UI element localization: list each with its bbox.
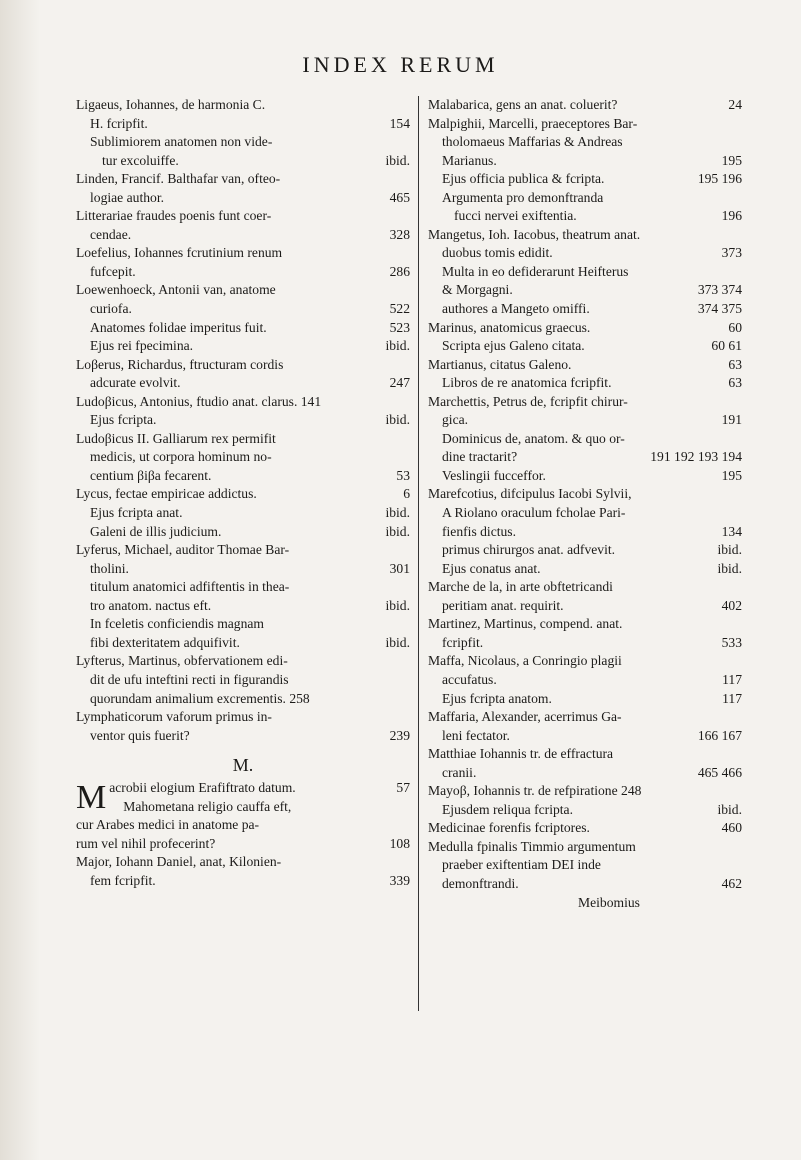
entry-text: Galeni de illis judicium. <box>90 523 222 539</box>
entry-page-number: 134 <box>721 523 742 539</box>
index-entry-line <box>428 393 742 412</box>
index-entry-line <box>428 115 742 134</box>
entry-text: leni fectator. <box>442 727 510 743</box>
entry-text: Marchettis, Petrus de, fcripfit chirur- <box>428 393 628 409</box>
entry-page-number: 373 374 <box>697 282 742 298</box>
entry-text: dit de ufu inteftini recti in figurandis <box>90 671 289 687</box>
entry-text: Linden, Francif. Balthafar van, ofteo- <box>76 171 281 187</box>
entry-text: demonftrandi. <box>442 875 519 891</box>
entry-text: Marianus. <box>442 152 497 168</box>
entry-text: Lycus, fectae empiricae addictus. <box>76 486 257 502</box>
index-entry-line <box>76 634 410 653</box>
index-entry-line <box>428 411 742 430</box>
entry-text: Malpighii, Marcelli, praeceptores Bar- <box>428 115 638 131</box>
index-entry-line <box>76 690 410 709</box>
index-entry-line <box>76 300 410 319</box>
entry-page-number: ibid. <box>385 152 410 168</box>
entry-text: Loβerus, Richardus, ftructuram cordis <box>76 356 284 372</box>
index-entry-line <box>428 615 742 634</box>
entry-page-number: ibid. <box>385 412 410 428</box>
entry-page-number: 465 <box>389 189 410 205</box>
index-entry-line <box>76 263 410 282</box>
index-entry-line <box>76 356 410 375</box>
index-entry-line <box>428 838 742 857</box>
entry-text: Martianus, citatus Galeno. <box>428 356 572 372</box>
entry-page-number: 374 375 <box>697 301 742 317</box>
entry-text: Ejus rei fpecimina. <box>90 338 194 354</box>
entry-page-number: 57 <box>396 780 410 796</box>
entry-page-number: 373 <box>721 245 742 261</box>
entry-text: tholini. <box>90 560 129 576</box>
index-entry-line <box>428 634 742 653</box>
entry-page-number: 63 <box>728 375 742 391</box>
index-entry-line <box>76 411 410 430</box>
entry-text: Veslingii fucceffor. <box>442 467 546 483</box>
entry-text: Medulla fpinalis Timmio argumentum <box>428 838 636 854</box>
entry-text: In fceletis conficiendis magnam <box>90 616 265 632</box>
entry-text: Marche de la, in arte obftetricandi <box>428 579 613 595</box>
index-entry-line <box>428 430 742 449</box>
entry-text: fem fcripfit. <box>90 872 156 888</box>
entry-text: cur Arabes medici in anatome pa- <box>76 817 260 833</box>
entry-text: fucci nervei exiftentia. <box>454 208 577 224</box>
entry-page-number: 460 <box>721 820 742 836</box>
entry-text: Ejusdem reliqua fcripta. <box>442 801 573 817</box>
index-entry-line <box>428 226 742 245</box>
entry-page-number: 522 <box>389 301 410 317</box>
index-entry-line <box>428 467 742 486</box>
index-entry-line <box>428 560 742 579</box>
index-entry-line <box>428 263 742 282</box>
entry-text: titulum anatomici adfiftentis in thea- <box>90 579 290 595</box>
entry-text: fibi dexteritatem adquifivit. <box>90 634 240 650</box>
index-entry-line <box>76 615 410 634</box>
entry-page-number: 24 <box>728 97 742 112</box>
entry-page-number: 247 <box>389 375 410 391</box>
index-entry-line <box>428 96 742 115</box>
index-entry-line <box>76 393 410 412</box>
index-entry-line <box>76 485 410 504</box>
entry-page-number: ibid. <box>717 560 742 576</box>
entry-page-number: 195 <box>721 152 742 168</box>
entry-page-number: ibid. <box>385 338 410 354</box>
index-entry-line <box>428 764 742 783</box>
entry-page-number: ibid. <box>385 505 410 521</box>
entry-text: Ejus conatus anat. <box>442 560 541 576</box>
entry-text: authores a Mangeto omiffi. <box>442 301 590 317</box>
index-entry-line <box>76 430 410 449</box>
index-entry-line <box>428 319 742 338</box>
right-column <box>428 96 742 912</box>
entry-text: duobus tomis edidit. <box>442 245 553 261</box>
entry-text: Multa in eo defiderarunt Heifterus <box>442 263 629 279</box>
entry-text: tholomaeus Maffarias & Andreas <box>442 134 623 150</box>
index-entry-line <box>76 597 410 616</box>
index-entry-line <box>428 170 742 189</box>
entry-text: centium βiβa fecarent. <box>90 467 212 483</box>
entry-text: Anatomes folidae imperitus fuit. <box>90 319 267 335</box>
entry-text: Litterariae fraudes poenis funt coer- <box>76 208 272 224</box>
entry-text: fufcepit. <box>90 263 136 279</box>
index-entry-line <box>428 856 742 875</box>
entry-page-number: 239 <box>389 727 410 743</box>
index-entry-line <box>76 281 410 300</box>
entry-page-number: 191 192 193 194 <box>650 449 742 465</box>
index-entry-line <box>76 541 410 560</box>
section-letter-heading: M. <box>232 755 254 776</box>
index-entry-line <box>428 671 742 690</box>
entry-text: tur excoluiffe. <box>102 152 179 168</box>
index-entry-line <box>428 541 742 560</box>
index-entry-line <box>76 467 410 486</box>
entry-text: Meibomius <box>578 894 640 910</box>
entry-text: rum vel nihil profecerint? <box>76 835 216 851</box>
entry-text: curiofa. <box>90 301 132 317</box>
entry-page-number: ibid. <box>385 523 410 539</box>
entry-page-number: 117 <box>722 671 742 687</box>
index-entry-line <box>76 115 410 134</box>
entry-text: Ejus fcripta anat. <box>90 505 183 521</box>
index-entry-line <box>428 727 742 746</box>
entry-text: primus chirurgos anat. adfvevit. <box>442 542 616 558</box>
index-entry-line <box>428 356 742 375</box>
entry-page-number: 195 <box>721 467 742 483</box>
entry-page-number: 166 167 <box>697 727 742 743</box>
entry-page-number: 196 <box>721 208 742 224</box>
index-entry-line <box>76 337 410 356</box>
entry-page-number: 462 <box>721 875 742 891</box>
entry-page-number: 301 <box>389 560 410 576</box>
index-entry-line <box>428 504 742 523</box>
entry-text: medicis, ut corpora hominum no- <box>90 449 272 465</box>
index-entry-line <box>428 448 742 467</box>
entry-text: Malabarica, gens an anat. coluerit? <box>428 97 618 112</box>
entry-text: Argumenta pro demonftranda <box>442 189 604 205</box>
index-entry-line <box>76 226 410 245</box>
entry-text: gica. <box>442 412 469 428</box>
index-entry-line <box>428 597 742 616</box>
index-entry-line <box>428 782 742 801</box>
index-entry-line <box>428 189 742 208</box>
entry-page-number: ibid. <box>385 634 410 650</box>
entry-text: acrobii elogium Erafiftrato datum. <box>109 780 296 796</box>
index-entry-line <box>428 281 742 300</box>
index-entry-line <box>428 894 742 913</box>
index-entry-line <box>76 244 410 263</box>
entry-page-number: 63 <box>728 356 742 372</box>
entry-text: Lyferus, Michael, auditor Thomae Bar- <box>76 542 290 558</box>
page-title: INDEX RERUM <box>302 52 499 77</box>
entry-page-number: 328 <box>389 226 410 242</box>
entry-page-number: 154 <box>389 115 410 131</box>
entry-page-number: 533 <box>721 634 742 650</box>
index-entry-line <box>76 835 410 854</box>
entry-page-number: 195 196 <box>697 171 742 187</box>
index-entry-line <box>76 853 410 872</box>
index-entry-line <box>428 708 742 727</box>
entry-page-number: 191 <box>721 412 742 428</box>
entry-text: Martinez, Martinus, compend. anat. <box>428 616 623 632</box>
entry-text: Ejus fcripta anatom. <box>442 690 552 706</box>
entry-page-number: 286 <box>389 263 410 279</box>
entry-text: Ejus officia publica & fcripta. <box>442 171 605 187</box>
left-column <box>76 96 410 890</box>
entry-text: quorundam animalium excrementis. 258 <box>90 690 310 706</box>
entry-page-number: 53 <box>396 467 410 483</box>
entry-page-number: 465 466 <box>697 764 742 780</box>
entry-text: fcripfit. <box>442 634 484 650</box>
entry-text: cranii. <box>442 764 477 780</box>
entry-text: Ludoβicus, Antonius, ftudio anat. clarus. 141 <box>76 393 322 409</box>
entry-text: Lyfterus, Martinus, obfervationem edi- <box>76 653 288 669</box>
page-edge-shadow <box>0 0 40 1160</box>
index-entry-line <box>76 872 410 891</box>
index-entry-line <box>76 152 410 171</box>
index-entry-line <box>428 523 742 542</box>
entry-page-number: 117 <box>722 690 742 706</box>
index-entry-line <box>76 207 410 226</box>
entry-text: Maffaria, Alexander, acerrimus Ga- <box>428 709 622 725</box>
entry-text: Scripta ejus Galeno citata. <box>442 338 585 354</box>
entry-text: Libros de re anatomica fcripfit. <box>442 375 612 391</box>
entry-text: Ligaeus, Iohannes, de harmonia C. <box>76 97 266 112</box>
index-entry-line <box>76 448 410 467</box>
index-entry-line <box>428 578 742 597</box>
index-entry-line <box>76 560 410 579</box>
entry-text: Mayoβ, Iohannis tr. de refpiratione 248 <box>428 783 642 799</box>
entry-text: Dominicus de, anatom. & quo or- <box>442 430 625 446</box>
entry-text: peritiam anat. requirit. <box>442 597 564 613</box>
entry-text: Ludoβicus II. Galliarum rex permifit <box>76 430 276 446</box>
index-entry-line <box>76 96 410 115</box>
index-entry-line <box>76 578 410 597</box>
entry-text: Marinus, anatomicus graecus. <box>428 319 591 335</box>
index-entry-line <box>76 671 410 690</box>
index-entry-line <box>428 690 742 709</box>
entry-page-number: ibid. <box>717 542 742 558</box>
index-entry-line <box>76 374 410 393</box>
entry-text: Loewenhoeck, Antonii van, anatome <box>76 282 276 298</box>
index-entry-line <box>428 485 742 504</box>
index-entry-line <box>428 819 742 838</box>
entry-page-number: 60 61 <box>711 338 742 354</box>
entry-page-number: ibid. <box>385 597 410 613</box>
entry-text: praeber exiftentiam DEI inde <box>442 857 601 873</box>
index-entry-line <box>428 337 742 356</box>
entry-text: cendae. <box>90 226 132 242</box>
index-entry-line <box>428 207 742 226</box>
column-divider <box>418 96 419 1011</box>
entry-text: A Riolano oraculum fcholae Pari- <box>442 505 626 521</box>
entry-text: Major, Iohann Daniel, anat, Kilonien- <box>76 854 282 870</box>
index-entry-line <box>76 523 410 542</box>
entry-text: ventor quis fuerit? <box>90 727 190 743</box>
index-entry-line <box>428 133 742 152</box>
index-entry-line <box>428 244 742 263</box>
entry-text: Medicinae forenfis fcriptores. <box>428 820 590 836</box>
entry-text: fienfis dictus. <box>442 523 516 539</box>
entry-text: Ejus fcripta. <box>90 412 157 428</box>
entry-text: accufatus. <box>442 671 497 687</box>
index-entry-line <box>76 189 410 208</box>
index-entry-line <box>428 300 742 319</box>
index-entry-line <box>428 745 742 764</box>
index-entry-line <box>428 152 742 171</box>
index-entry-line <box>428 875 742 894</box>
index-entry-line <box>76 727 410 746</box>
entry-text: Sublimiorem anatomen non vide- <box>90 134 273 150</box>
index-entry-line <box>76 816 410 835</box>
drop-cap-letter: M <box>76 779 107 817</box>
entry-page-number: 6 <box>403 486 410 502</box>
index-entry-line <box>76 652 410 671</box>
entry-text: H. fcripfit. <box>90 115 148 131</box>
entry-page-number: ibid. <box>717 801 742 817</box>
index-entry-line <box>76 170 410 189</box>
entry-page-number: 60 <box>728 319 742 335</box>
entry-text: Maffa, Nicolaus, a Conringio plagii <box>428 653 622 669</box>
entry-text: Matthiae Iohannis tr. de effractura <box>428 746 614 762</box>
entry-text: & Morgagni. <box>442 282 513 298</box>
entry-text: adcurate evolvit. <box>90 375 181 391</box>
entry-page-number: 402 <box>721 597 742 613</box>
entry-text: tro anatom. nactus eft. <box>90 597 212 613</box>
index-entry-line <box>76 133 410 152</box>
entry-text: Lymphaticorum vaforum primus in- <box>76 709 272 725</box>
index-entry-line <box>76 708 410 727</box>
index-entry-line <box>76 319 410 338</box>
index-entry-line <box>428 652 742 671</box>
index-entry-line <box>76 504 410 523</box>
entry-text: Marefcotius, difcipulus Iacobi Sylvii, <box>428 486 632 502</box>
entry-text: dine tractarit? <box>442 449 518 465</box>
entry-page-number: 339 <box>389 872 410 888</box>
entry-text: Loefelius, Iohannes fcrutinium renum <box>76 245 283 261</box>
entry-page-number: 108 <box>389 835 410 851</box>
index-entry-line <box>428 374 742 393</box>
entry-text: logiae author. <box>90 189 164 205</box>
entry-text: Mangetus, Ioh. Iacobus, theatrum anat. <box>428 226 641 242</box>
index-entry-line <box>109 798 410 817</box>
entry-page-number: 523 <box>389 319 410 335</box>
index-entry-line <box>428 801 742 820</box>
entry-text: Mahometana religio cauffa eft, <box>123 798 292 814</box>
